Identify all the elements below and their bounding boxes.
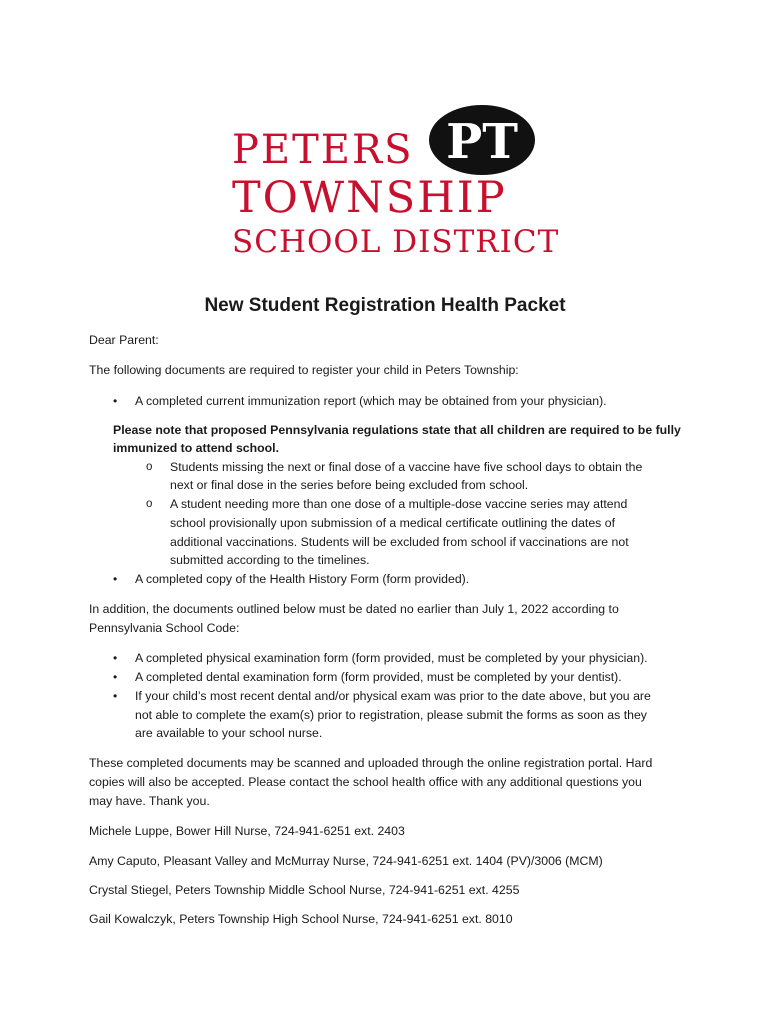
list-item-immunization: A completed current immunization report (which may be obtained from your physician).: [135, 394, 607, 408]
bullet-icon: •: [113, 572, 118, 586]
bullet-icon: •: [113, 689, 118, 703]
sub-item-2-line-4: submitted according to the timelines.: [170, 553, 370, 567]
contact-pleasant-valley-mcmurray: Amy Caputo, Pleasant Valley and McMurray Nurse, 724-941-6251 ext. 1404 (PV)/3006 (MCM): [89, 854, 603, 868]
sub-bullet-icon: o: [146, 498, 153, 510]
logo-line-peters: PETERS: [232, 127, 414, 173]
sub-item-1-line-1: Students missing the next or final dose of a vaccine have five school days to obtain the: [170, 460, 643, 474]
list-item-prior-line-2: not able to complete the exam(s) prior to registration, please submit the forms as soon as they: [135, 708, 647, 722]
list-item-physical: A completed physical examination form (form provided, must be completed by your physician).: [135, 651, 648, 665]
pt-monogram-letters: PT: [446, 114, 518, 170]
intro-text: The following documents are required to register your child in Peters Township:: [89, 363, 519, 377]
contact-high-school: Gail Kowalczyk, Peters Township High School Nurse, 724-941-6251 ext. 8010: [89, 912, 513, 926]
list-item-dental: A completed dental examination form (form provided, must be completed by your dentist).: [135, 670, 622, 684]
sub-bullet-icon: o: [146, 461, 153, 473]
sub-item-2-line-3: additional vaccinations. Students will be excluded from school if vaccinations are not: [170, 535, 629, 549]
logo-line-school-district: SCHOOL DISTRICT: [232, 224, 560, 260]
notice-line-1: Please note that proposed Pennsylvania regulations state that all children are required to be fully: [113, 423, 681, 437]
contact-bower-hill: Michele Luppe, Bower Hill Nurse, 724-941-6251 ext. 2403: [89, 824, 405, 838]
addition-line-2: Pennsylvania School Code:: [89, 621, 240, 635]
logo-line-township: TOWNSHIP: [232, 173, 507, 223]
district-logo: [232, 104, 560, 260]
sub-item-2-line-1: A student needing more than one dose of a multiple-dose vaccine series may attend: [170, 497, 628, 511]
closing-line-1: These completed documents may be scanned and uploaded through the online registration portal. Hard: [89, 756, 653, 770]
list-item-health-history: A completed copy of the Health History Form (form provided).: [135, 572, 470, 586]
greeting: Dear Parent:: [89, 333, 159, 347]
bullet-icon: •: [113, 651, 118, 665]
contact-middle-school: Crystal Stiegel, Peters Township Middle School Nurse, 724-941-6251 ext. 4255: [89, 883, 520, 897]
closing-line-3: may have. Thank you.: [89, 794, 210, 808]
bullet-icon: •: [113, 394, 118, 408]
addition-line-1: In addition, the documents outlined below must be dated no earlier than July 1, 2022 according to: [89, 602, 619, 616]
sub-item-2-line-2: school provisionally upon submission of a medical certificate outlining the dates of: [170, 516, 615, 530]
closing-line-2: copies will also be accepted. Please contact the school health office with any additional questions you: [89, 775, 642, 789]
notice-line-2: immunized to attend school.: [113, 441, 280, 455]
sub-item-1-line-2: next or final dose in the series before being excluded from school.: [170, 478, 529, 492]
list-item-prior-line-3: are available to your school nurse.: [135, 726, 323, 740]
page-title: New Student Registration Health Packet: [204, 295, 566, 316]
pt-monogram-icon: [428, 104, 536, 176]
bullet-icon: •: [113, 670, 118, 684]
list-item-prior-line-1: If your child’s most recent dental and/or physical exam was prior to the date above, but you are: [135, 689, 651, 703]
